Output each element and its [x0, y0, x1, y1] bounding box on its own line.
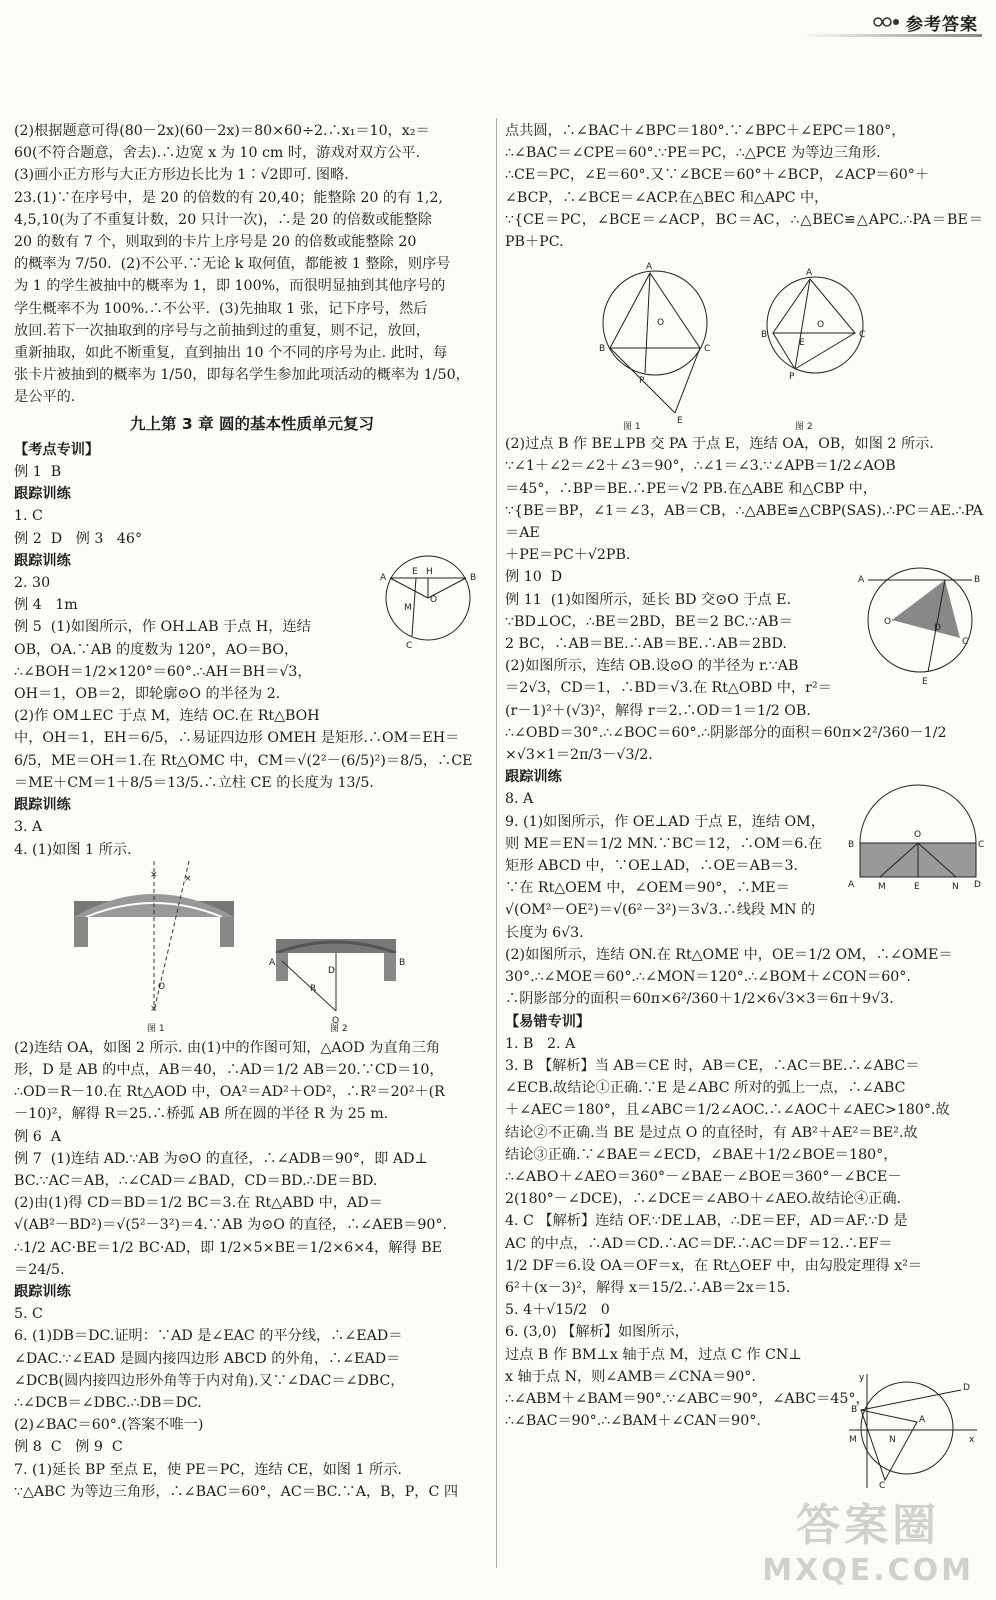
text-line: 9. (1)如图所示，作 OE⊥AD 于点 E，连结 OM，	[505, 813, 825, 830]
text-line: 6. (1)DB＝DC.证明：∵AD 是∠EAC 的平分线，∴∠EAD＝	[14, 1328, 403, 1345]
text-line: ∴OD＝R－10.在 Rt△AOD 中，OA²＝AD²＋OD²，∴R²＝20²＋(R	[14, 1084, 445, 1101]
text-line: 例 2 D 例 3 46°	[14, 530, 143, 547]
left-bottom-block	[14, 1037, 490, 1503]
example11-circle-figure	[850, 558, 980, 688]
text-line: (2)过点 B 作 BE⊥PB 交 PA 于点 E，连结 OA，OB，如图 2 所示.	[505, 436, 934, 453]
svg-text:M: M	[404, 603, 412, 613]
circle-figures	[505, 253, 983, 433]
svg-text:y: y	[859, 1373, 865, 1383]
svg-text:A: A	[848, 880, 855, 890]
text-line: 例 5 (1)如图所示，作 OH⊥AB 于点 H，连结	[14, 619, 311, 636]
svg-text:C: C	[879, 1481, 886, 1491]
svg-text:A: A	[858, 575, 865, 585]
svg-text:O: O	[817, 320, 825, 331]
text-line: (2)如图所示，连结 ON.在 Rt△OME 中，OE＝1/2 OM，∴∠OME＝	[505, 946, 953, 963]
text-line: 跟踪训练	[14, 486, 71, 503]
svg-text:×: ×	[150, 1003, 158, 1014]
text-line: ∵∠1＋∠2＝∠2＋∠3＝90°，∴∠1＝∠3.∵∠APB＝1/2∠AOB	[505, 458, 896, 475]
svg-text:C: C	[962, 637, 969, 647]
left-top-block	[14, 120, 490, 409]
svg-text:P: P	[639, 376, 645, 387]
right-fig1-label: 图 1	[623, 422, 641, 433]
svg-text:H: H	[426, 567, 433, 577]
text-line: ＝45°，∴BP＝BE.∴PE＝√2 PB.在△ABE 和△CBP 中，	[505, 480, 877, 497]
svg-text:B: B	[974, 575, 981, 585]
svg-text:O: O	[884, 617, 892, 627]
text-line: ∴∠BOH＝1/2×120°＝60°.∴AH＝BH＝√3，	[14, 663, 312, 680]
text-line: ∠BCP，∴∠BCE＝∠ACP.在△BEC 和△APC 中，	[505, 189, 829, 206]
bridge-figure-2	[269, 939, 405, 1026]
header-underline	[802, 34, 982, 37]
example5-circle-figure	[372, 552, 484, 652]
svg-text:N: N	[889, 1435, 896, 1445]
svg-text:B: B	[470, 573, 477, 583]
watermark	[762, 1489, 974, 1588]
text-line: 长度为 6√3.	[505, 924, 584, 941]
text-line: AC 的中点，∴AD＝CD.∴AC＝DF.∴AC＝DF＝12.∴EF＝	[505, 1235, 893, 1252]
fig2-label: 图 2	[330, 1023, 348, 1034]
svg-text:E: E	[677, 416, 683, 427]
svg-text:D: D	[934, 623, 941, 633]
text-line: 5. C	[14, 1306, 43, 1323]
text-line: 是公平的.	[14, 389, 76, 406]
problem9-semicircle-figure	[840, 795, 985, 895]
svg-text:O: O	[158, 981, 166, 992]
text-line: ∴∠DCB＝∠DBC.∴DB＝DC.	[14, 1394, 202, 1411]
svg-text:M: M	[878, 882, 886, 892]
svg-text:A: A	[806, 268, 813, 279]
text-line: 学生概率不为 100%.∴不公平. (3)先抽取 1 张，记下序号，然后	[14, 300, 428, 317]
svg-text:B: B	[851, 1405, 858, 1415]
svg-text:B: B	[848, 840, 855, 850]
problem6-coordinate-figure	[845, 1370, 980, 1490]
text-line: ∵{BE＝BP，∠1＝∠3，AB＝CB，∴△ABE≌△CBP(SAS).∴PC＝AE.∴PA＝AE	[505, 502, 983, 542]
svg-text:P: P	[789, 372, 795, 383]
text-line: OH＝1，OB＝2，即轮廓⊙O 的半径为 2.	[14, 686, 281, 703]
text-line: 60(不符合题意，舍去).∴边宽 x 为 10 cm 时，游戏对双方公平.	[14, 145, 421, 162]
text-line: 过点 B 作 BM⊥x 轴于点 M，过点 C 作 CN⊥	[505, 1346, 802, 1363]
svg-text:A: A	[269, 957, 276, 968]
text-line: 形，D 是 AB 的中点，AB＝40，∴AD＝1/2 AB＝20.∵CD＝10，	[14, 1061, 444, 1078]
svg-text:A: A	[919, 1415, 926, 1425]
right-column	[505, 120, 983, 1432]
text-line: ∵△ABC 为等边三角形，∴∠BAC＝60°，AC＝BC.∵A，B，P，C 四	[14, 1483, 459, 1500]
text-line: 跟踪训练	[14, 1283, 71, 1300]
text-line: 2. 30	[14, 575, 51, 592]
circle-figure-svg	[505, 253, 983, 433]
right-fig2-label: 图 2	[795, 422, 813, 433]
svg-text:B: B	[761, 330, 768, 341]
text-line: ＋∠AEC＝180°，且∠ABC＝1/2∠AOC.∴∠AOC＋∠AEC>180°.故	[505, 1102, 950, 1119]
text-line: 4. (1)如图 1 所示.	[14, 841, 132, 858]
text-line: 7. (1)延长 BP 至点 E，使 PE＝PC，连结 CE，如图 1 所示.	[14, 1461, 402, 1478]
svg-text:C: C	[406, 641, 413, 651]
svg-text:x: x	[969, 1435, 975, 1445]
watermark-line2: MXQE.COM	[762, 1553, 974, 1588]
svg-text:E: E	[922, 677, 928, 687]
text-line: 例 4 1m	[14, 597, 78, 614]
text-line: (3)画小正方形与大正方形边长比为 1∶√2即可. 图略.	[14, 167, 349, 184]
svg-text:B: B	[599, 344, 606, 355]
fig1-label: 图 1	[147, 1023, 165, 1034]
svg-text:D: D	[328, 965, 335, 976]
text-line: ∠DAC.∵∠EAD 是圆内接四边形 ABCD 的外角，∴∠EAD＝	[14, 1350, 401, 1367]
text-line: (2)∠BAC＝60°.(答案不唯一)	[14, 1417, 204, 1434]
text-line: ∠ECB.故结论①正确.∵E 是∠ABC 所对的弧上一点，∴∠ABC	[505, 1080, 906, 1097]
text-line: 5. 4＋√15/2 0	[505, 1302, 610, 1319]
text-line: (2)由(1)得 CD＝BD＝1/2 BC＝3.在 Rt△ABD 中，AD＝	[14, 1195, 383, 1212]
text-line: 【易错专训】	[505, 1013, 591, 1030]
text-line: 例 6 A	[14, 1128, 61, 1145]
svg-text:A: A	[380, 573, 387, 583]
svg-text:D: D	[963, 1383, 970, 1393]
text-line: ＝2√3，CD＝1，∴BD＝√3.在 Rt△OBD 中，r²＝	[505, 680, 832, 697]
text-line: 为 1 的学生被抽中的概率为 1，即 100%，而很明显抽到其他序号的	[14, 278, 446, 295]
text-line: ＝24/5.	[14, 1261, 65, 1278]
svg-text:O: O	[430, 595, 438, 605]
text-line: 23.(1)∵在序号中，是 20 的倍数的有 20,40；能整除 20 的有 1,2,	[14, 189, 443, 206]
left-column	[14, 120, 490, 1503]
text-line: 6²＋(x－3)²，解得 x＝15/2.∴AB＝2x＝15.	[505, 1279, 791, 1296]
text-line: 例 7 (1)连结 AD.∵AB 为⊙O 的直径，∴∠ADB＝90°，即 AD⊥	[14, 1150, 428, 1167]
svg-text:B: B	[399, 957, 406, 968]
text-line: OB，OA.∵AB 的度数为 120°，AO＝BO，	[14, 641, 299, 658]
text-line: ×√3×1＝2π/3－√3/2.	[505, 747, 653, 764]
bridge-figures	[14, 861, 490, 1037]
text-line: 6/5，ME＝OH＝1.在 Rt△OMC 中，CM＝√(2²－(6/5)²)＝8/5，∴CE	[14, 752, 473, 769]
text-line: 例 10 D	[505, 569, 563, 586]
text-line: 30°.∴∠MOE＝60°.∴∠MON＝120°.∴∠BOM＋∠CON＝60°.	[505, 969, 911, 986]
text-line: 1/2 DF＝6.设 OA＝OF＝x，在 Rt△OEF 中，由勾股定理得 x²＝	[505, 1257, 923, 1274]
text-line: 例 11 (1)如图所示，延长 BD 交⊙O 于点 E.	[505, 591, 791, 608]
text-line: ∴∠OBD＝30°.∴∠BOC＝60°.∴阴影部分的面积＝60π×2²/360－1/2	[505, 724, 947, 741]
text-line: ＝ME＋CM＝1＋8/5＝13/5.∴立柱 CE 的长度为 13/5.	[14, 774, 374, 791]
text-line: ∠DCB(圆内接四边形外角等于内对角).又∵∠DAC＝∠DBC，	[14, 1372, 405, 1389]
text-line: 8. A	[505, 791, 534, 808]
svg-text:C: C	[978, 840, 985, 850]
text-line: 例 8 C 例 9 C	[14, 1439, 123, 1456]
svg-text:D: D	[974, 880, 981, 890]
text-line: 2(180°－∠DCE)，∴∠DCE＝∠ABO＋∠AEO.故结论④正确.	[505, 1191, 902, 1208]
text-line: 6. (3,0) 【解析】如图所示，	[505, 1324, 689, 1341]
text-line: (r－1)²＋(√3)²，解得 r＝2.∴OD＝1＝1/2 OB.	[505, 702, 811, 719]
text-line: (2)连结 OA，如图 2 所示. 由(1)中的作图可知，△AOD 为直角三角	[14, 1039, 441, 1056]
text-line: 中，OH＝1，EH＝6/5，∴易证四边形 OMEH 是矩形.∴OM＝EH＝	[14, 730, 460, 747]
text-line: 重新抽取，如此不断重复，直到抽出 10 个不同的序号为止. 此时，每	[14, 345, 448, 362]
header-title: 参考答案	[906, 14, 978, 35]
text-line: 跟踪训练	[14, 552, 71, 569]
text-line: (2)作 OM⊥EC 于点 M，连结 OC.在 Rt△BOH	[14, 708, 320, 725]
text-line: ∴阴影部分的面积＝60π×6²/360＋1/2×6√3×3＝6π＋9√3.	[505, 991, 894, 1008]
text-line: 【考点专训】	[14, 441, 100, 458]
text-line: x 轴于点 N，则∠AMB＝∠CNA＝90°.	[505, 1368, 756, 1385]
text-line: ∴∠BAC＝90°.∴∠BAM＋∠CAN＝90°.	[505, 1413, 761, 1430]
bridge-figure-svg	[14, 861, 490, 1037]
text-line: ∴CE＝PC，∠E＝60°.又∵∠BCE＝60°＋∠BCP，∠ACP＝60°＋	[505, 167, 930, 184]
text-line: 的概率为 7/50. (2)不公平.∵无论 k 取何值，都能被 1 整除，则序号	[14, 256, 451, 273]
svg-text:M: M	[849, 1435, 857, 1445]
watermark-line1: 答案圈	[796, 1500, 941, 1551]
svg-text:O: O	[914, 830, 922, 840]
text-line: ∵在 Rt△OEM 中，∠OEM＝90°，∴ME＝	[505, 880, 790, 897]
text-line: ∴1/2 AC·BE＝1/2 BC·AD，即 1/2×5×BE＝1/2×6×4，解得 BE	[14, 1239, 442, 1256]
svg-text:×: ×	[150, 869, 158, 880]
text-line: (2)如图所示，连结 OB.设⊙O 的半径为 r.∵AB	[505, 658, 799, 675]
svg-text:E: E	[799, 338, 805, 349]
text-line: ∴∠ABO＋∠AEO＝360°－∠BAE－∠BOE＝360°－∠BCE－	[505, 1168, 902, 1185]
svg-text:N: N	[952, 882, 959, 892]
text-line: 3. A	[14, 819, 43, 836]
svg-text:C: C	[704, 344, 711, 355]
text-line: ∵BD⊥OC，∴BE＝2BD，BE＝2 BC.∵AB＝	[505, 613, 793, 630]
circle-figure-2	[761, 268, 865, 382]
svg-text:O: O	[657, 318, 665, 329]
text-line: √(AB²－BD²)＝√(5²－3²)＝4.∵AB 为⊙O 的直径，∴∠AEB＝90°.	[14, 1217, 448, 1234]
text-line: 结论③正确.∵∠BAE＝∠ECD，∠BAE＋1/2∠BOE＝180°，	[505, 1146, 898, 1163]
column-divider	[496, 118, 497, 1568]
svg-text:O: O	[332, 1015, 340, 1026]
circle-figure-1	[599, 262, 710, 426]
text-line: 矩形 ABCD 中，∵OE⊥AD，∴OE＝AB＝3.	[505, 858, 799, 875]
text-line: 20 的数有 7 个，则取到的卡片上序号是 20 的倍数或能整除 20	[14, 234, 417, 251]
text-line: 例 1 B	[14, 464, 62, 481]
text-line: 3. B 【解析】当 AB＝CE 时，AB＝CE，∴AC＝BE.∴∠ABC＝	[505, 1057, 920, 1074]
text-line: 4. C 【解析】连结 OF.∵DE⊥AB，∴DE＝EF，AD＝AF.∵D 是	[505, 1213, 908, 1230]
text-line: 4,5,10(为了不重复计数，20 只计一次)，∴是 20 的倍数或能整除	[14, 211, 432, 228]
text-line: 则 ME＝EN＝1/2 MN.∵BC＝12，∴OM＝6.在	[505, 835, 823, 852]
svg-text:R: R	[310, 983, 317, 994]
text-line: ∵{CE＝PC，∠BCE＝∠ACP，BC＝AC，∴△BEC≌△APC.∴PA＝BE＝PB＋PC.	[505, 211, 983, 251]
text-line: 1. B 2. A	[505, 1035, 576, 1052]
text-line: 跟踪训练	[505, 769, 562, 786]
text-line: 跟踪训练	[14, 797, 71, 814]
bridge-figure-1	[74, 861, 234, 1014]
text-line: 结论②不正确.当 BE 是过点 O 的直径时，有 AB²＋AE²＝BE².故	[505, 1124, 918, 1141]
header-decoration-icon	[872, 12, 902, 32]
text-line: ∴∠ABM＋∠BAM＝90°.∵∠ABC＝90°，∠ABC＝45°，	[505, 1390, 870, 1407]
svg-text:C: C	[859, 330, 866, 341]
svg-text:A: A	[646, 262, 653, 273]
right-top-block	[505, 120, 983, 253]
text-line: 点共圆，∴∠BAC＋∠BPC＝180°.∵∠BPC＋∠EPC＝180°，	[505, 123, 906, 139]
svg-text:E: E	[412, 567, 418, 577]
svg-text:E: E	[914, 882, 920, 892]
text-line: 2 BC，∴AB＝BE.∴AB＝BE.∴AB＝2BD.	[505, 636, 787, 653]
text-line: 张卡片被抽到的概率为 1/50，即每名学生参加此项活动的概率为 1/50，	[14, 367, 470, 384]
text-line: ∴∠BAC＝∠CPE＝60°.∵PE＝PC，∴△PCE 为等边三角形.	[505, 145, 881, 162]
text-line: 放回.若下一次抽取到的序号与之前抽到过的重复，则不记，放回，	[14, 322, 430, 339]
text-line: √(OM²－OE²)＝√(6²－3²)＝3√3.∴线段 MN 的	[505, 902, 816, 919]
text-line: －10)²，解得 R＝25.∴桥弧 AB 所在圆的半径 R 为 25 m.	[14, 1106, 389, 1123]
text-line: BC.∵AC＝AB，∴∠CAD＝∠BAD，CD＝BD.∴DE＝BD.	[14, 1172, 378, 1189]
text-line: 1. C	[14, 508, 43, 525]
section-title: 九上第 3 章 圆的基本性质单元复习	[130, 414, 374, 433]
text-line: ＋PE＝PC＋√2PB.	[505, 547, 631, 564]
svg-text:×: ×	[184, 873, 192, 884]
text-line: (2)根据题意可得(80－2x)(60－2x)＝80×60÷2.∴x₁＝10，x₂＝	[14, 123, 430, 139]
